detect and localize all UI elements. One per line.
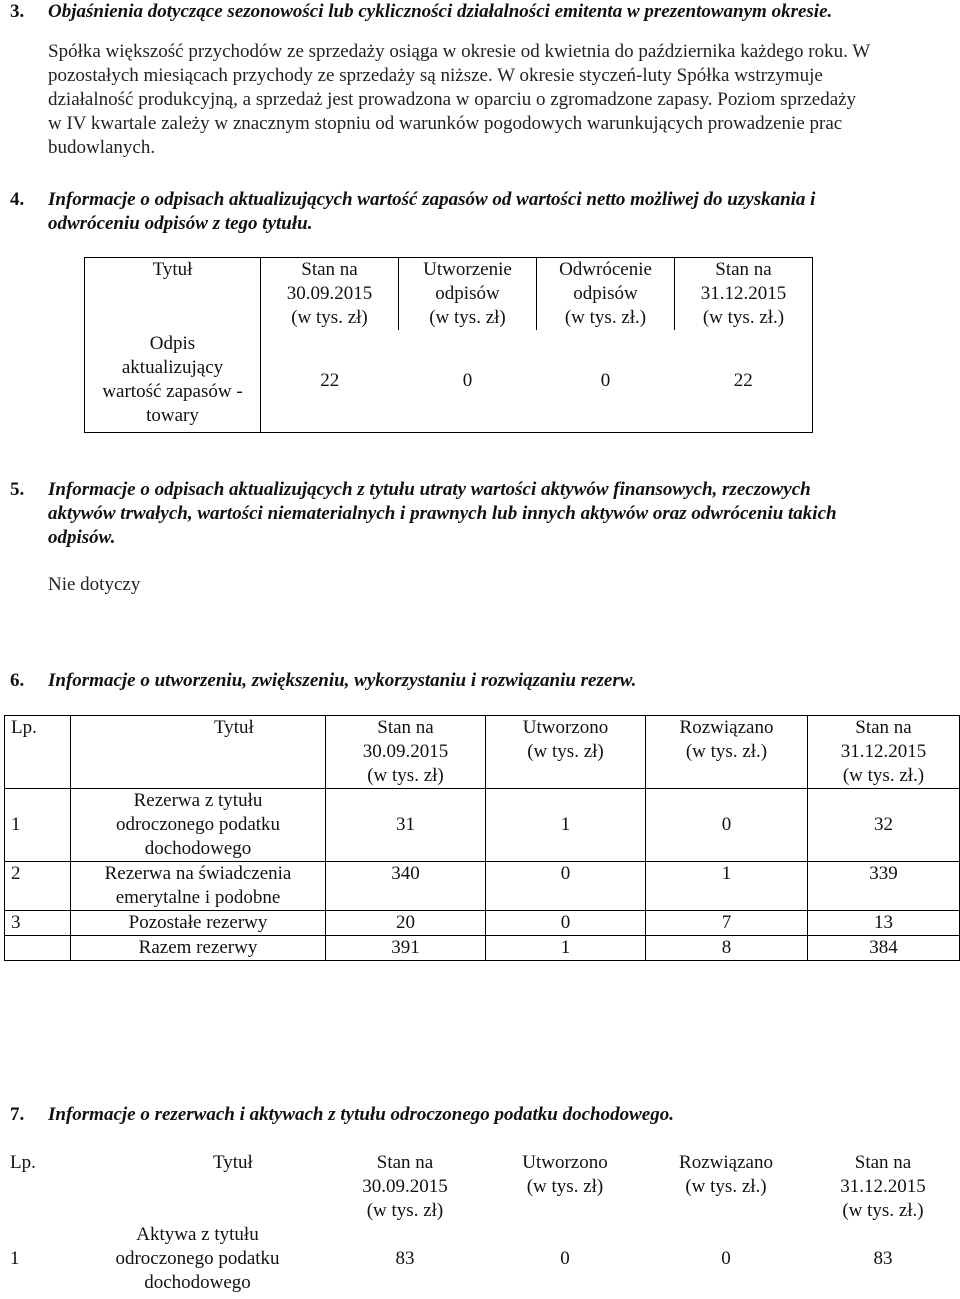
section-number: 7. xyxy=(10,1104,25,1125)
lp-cell: 1 xyxy=(10,1248,20,1269)
table-row xyxy=(5,911,960,936)
value-cell: 32 xyxy=(808,789,960,862)
value-cell: 1 xyxy=(486,936,646,961)
paragraph-line: Spółka większość przychodów ze sprzedaży osiąga w okresie od kwietnia do października każdego roku. W xyxy=(48,41,871,62)
column-header: Rozwiązano (w tys. zł.) xyxy=(679,1152,773,1197)
inventory-writedown-table xyxy=(84,257,813,433)
value-cell: 0 xyxy=(721,1248,731,1269)
column-header: Tytuł xyxy=(213,1152,253,1173)
section-title: Informacje o rezerwach i aktywach z tytułu odroczonego podatku dochodowego. xyxy=(48,1104,674,1125)
section-3-paragraph xyxy=(48,40,958,160)
title-cell: Rezerwa z tytułu odroczonego podatku dochodowego xyxy=(71,789,326,862)
value-cell: 13 xyxy=(808,911,960,936)
value-cell: 0 xyxy=(486,862,646,911)
section-6-heading xyxy=(10,669,955,693)
column-header: Utworzenie odpisów (w tys. zł) xyxy=(399,258,537,331)
section-title-line: odpisów. xyxy=(48,527,116,548)
section-title: Objaśnienia dotyczące sezonowości lub cykliczności działalności emitenta w prezentowanym okresie. xyxy=(48,1,833,22)
table-row xyxy=(5,862,960,911)
paragraph-line: działalność produkcyjną, a sprzedaż jest prowadzona w oparciu o zgromadzone zapasy. Poziom sprzedaży xyxy=(48,89,857,110)
column-header: Stan na 31.12.2015 (w tys. zł.) xyxy=(808,716,960,789)
provisions-table xyxy=(4,715,960,961)
section-number: 5. xyxy=(10,479,25,500)
lp-cell xyxy=(5,936,71,961)
column-header: Utworzono (w tys. zł) xyxy=(486,716,646,789)
value-cell: 22 xyxy=(261,330,399,433)
section-number: 6. xyxy=(10,670,25,691)
value-cell: 0 xyxy=(560,1248,570,1269)
paragraph-line: w IV kwartale zależy w znacznym stopniu od warunków pogodowych warunkujących prowadzenie prac xyxy=(48,113,843,134)
value-cell: 83 xyxy=(395,1248,415,1269)
section-title-line: aktywów trwałych, wartości niematerialnych i prawnych lub innych aktywów oraz odwróceniu takich xyxy=(48,503,837,524)
section-5-heading xyxy=(10,478,955,550)
column-header: Stan na 31.12.2015 (w tys. zł.) xyxy=(675,258,813,331)
table-row xyxy=(4,1223,959,1295)
table-row xyxy=(5,936,960,961)
section-title-line: Informacje o odpisach aktualizujących wartość zapasów od wartości netto możliwej do uzyskania i xyxy=(48,189,816,210)
table-row xyxy=(5,789,960,862)
table-header-row xyxy=(5,716,960,789)
value-cell: 22 xyxy=(675,330,813,433)
not-applicable-text: Nie dotyczy xyxy=(48,574,141,595)
value-cell: 340 xyxy=(326,862,486,911)
value-cell: 1 xyxy=(486,789,646,862)
title-cell: Aktywa z tytułu odroczonego podatku dochodowego xyxy=(115,1224,280,1293)
value-cell: 339 xyxy=(808,862,960,911)
section-title-line: odwróceniu odpisów z tego tytułu. xyxy=(48,213,313,234)
value-cell: 83 xyxy=(873,1248,893,1269)
section-number: 3. xyxy=(10,1,25,22)
table-row xyxy=(85,330,813,433)
table-header-row xyxy=(4,1151,959,1223)
column-header: Stan na 30.09.2015 (w tys. zł) xyxy=(326,716,486,789)
value-cell: 0 xyxy=(646,789,808,862)
column-header: Stan na 30.09.2015 (w tys. zł) xyxy=(362,1152,448,1221)
column-header: Lp. xyxy=(5,716,71,789)
section-4-heading xyxy=(10,188,955,236)
row-title: Odpis aktualizujący wartość zapasów - towary xyxy=(85,330,261,433)
section-title-line: Informacje o odpisach aktualizujących z tytułu utraty wartości aktywów finansowych, rzeczowych xyxy=(48,479,811,500)
section-7-heading xyxy=(10,1103,955,1127)
column-header: Tytuł xyxy=(85,258,261,331)
section-title: Informacje o utworzeniu, zwiększeniu, wykorzystaniu i rozwiązaniu rezerw. xyxy=(48,670,637,691)
lp-cell: 2 xyxy=(5,862,71,911)
value-cell: 391 xyxy=(326,936,486,961)
deferred-tax-table xyxy=(4,1151,959,1295)
value-cell: 31 xyxy=(326,789,486,862)
title-cell: Pozostałe rezerwy xyxy=(71,911,326,936)
lp-cell: 3 xyxy=(5,911,71,936)
value-cell: 0 xyxy=(486,911,646,936)
column-header: Odwrócenie odpisów (w tys. zł.) xyxy=(537,258,675,331)
table-header-row xyxy=(85,258,813,331)
column-header: Stan na 30.09.2015 (w tys. zł) xyxy=(261,258,399,331)
section-3-heading xyxy=(10,0,955,24)
value-cell: 0 xyxy=(399,330,537,433)
section-number: 4. xyxy=(10,189,25,210)
title-cell: Razem rezerwy xyxy=(71,936,326,961)
paragraph-line: pozostałych miesiącach przychody ze sprzedaży są niższe. W okresie styczeń-luty Spółka wstrzymuje xyxy=(48,65,823,86)
column-header: Lp. xyxy=(10,1152,36,1173)
value-cell: 1 xyxy=(646,862,808,911)
paragraph-line: budowlanych. xyxy=(48,137,156,158)
value-cell: 7 xyxy=(646,911,808,936)
value-cell: 20 xyxy=(326,911,486,936)
title-cell: Rezerwa na świadczenia emerytalne i podobne xyxy=(71,862,326,911)
column-header: Utworzono (w tys. zł) xyxy=(522,1152,608,1197)
column-header: Stan na 31.12.2015 (w tys. zł.) xyxy=(840,1152,926,1221)
column-header: Rozwiązano (w tys. zł.) xyxy=(646,716,808,789)
column-header: Tytuł xyxy=(71,716,326,789)
lp-cell: 1 xyxy=(5,789,71,862)
value-cell: 384 xyxy=(808,936,960,961)
value-cell: 0 xyxy=(537,330,675,433)
value-cell: 8 xyxy=(646,936,808,961)
